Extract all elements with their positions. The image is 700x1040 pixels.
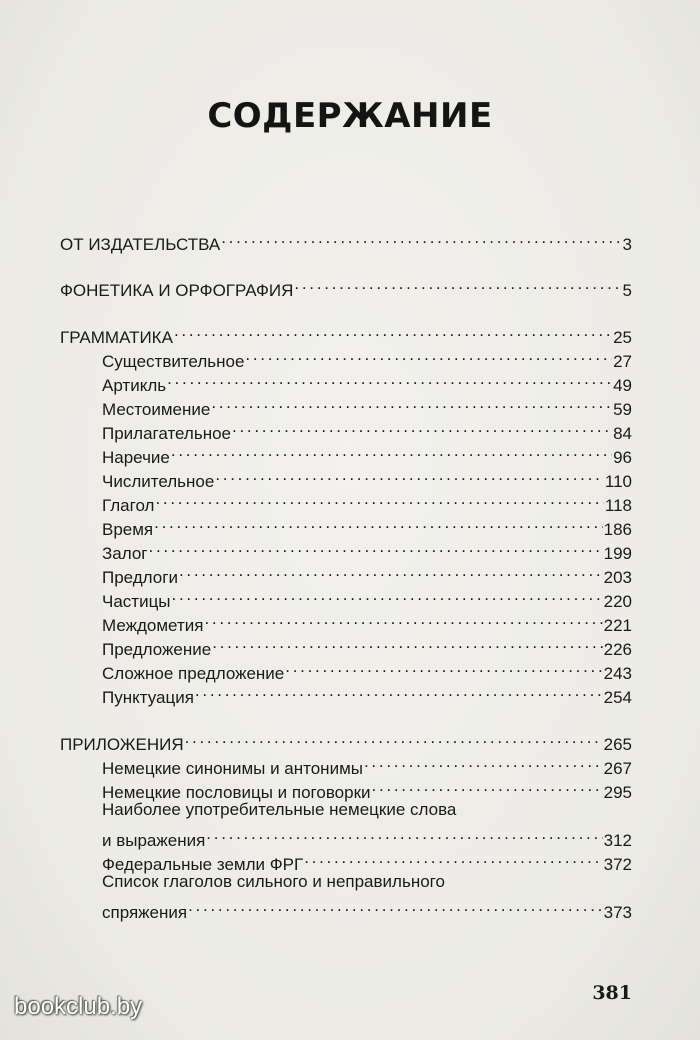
toc-entry-label: Федеральные земли ФРГ [102,855,304,874]
dot-leader [167,367,612,391]
toc-entry-page: 84 [613,424,632,443]
toc-entry-label: Сложное предложение [102,664,285,683]
toc-entry-page: 118 [604,496,632,515]
dot-leader [294,272,621,296]
toc-entry-label: Время [102,520,154,539]
toc-entry-label: Прилагательное [102,424,232,443]
dot-leader [174,319,612,343]
toc-entry-label: ПРИЛОЖЕНИЯ [60,735,184,754]
toc-entry-label: спряжения [102,903,188,922]
toc-entry-page: 110 [604,472,632,491]
toc-entry-page: 372 [603,855,632,874]
toc-subentry [60,894,632,922]
toc-entry-page: 221 [603,616,632,635]
dot-leader [206,822,602,846]
toc-entry-phonetics [60,272,632,300]
toc-entry-page: 5 [622,281,632,300]
dot-leader [221,226,621,250]
dot-leader [188,894,603,918]
toc-entry-page: 226 [603,640,632,659]
page-title: СОДЕРЖАНИЕ [207,96,493,136]
toc-entry-page: 3 [622,235,632,254]
table-of-contents [60,226,632,922]
toc-entry-label: Предложение [102,640,212,659]
dot-leader [215,463,604,487]
toc-entry-page: 295 [603,783,632,802]
toc-entry-label: Наречие [102,448,170,467]
toc-entry-page: 96 [613,448,632,467]
toc-entry-page: 203 [603,568,632,587]
toc-entry-label: Глагол [102,496,155,515]
toc-entry-appendices [60,726,632,754]
toc-entry-label: Немецкие синонимы и антонимы [102,759,363,778]
toc-entry-page: 265 [603,735,632,754]
toc-entry-label: Числительное [102,472,215,491]
toc-entry-label: ФОНЕТИКА И ОРФОГРАФИЯ [60,281,294,300]
toc-entry-publisher [60,226,632,254]
dot-leader [364,750,603,774]
dot-leader [154,511,602,535]
toc-entry-label: Артикль [102,376,167,395]
toc-entry-page: 312 [603,831,632,850]
toc-entry-page: 186 [603,520,632,539]
watermark: bookclub.by [14,993,143,1020]
dot-leader [204,607,602,631]
toc-entry-page: 267 [603,759,632,778]
toc-entry-label: Местоимение [102,400,211,419]
dot-leader [232,415,612,439]
toc-entry-page: 49 [613,376,632,395]
dot-leader [304,846,602,870]
toc-entry-page: 254 [603,688,632,707]
dot-leader [211,391,612,415]
toc-entry-label: ГРАММАТИКА [60,328,173,347]
toc-entry-label: ОТ ИЗДАТЕЛЬСТВА [60,235,221,254]
toc-entry-page: 373 [603,903,632,922]
toc-entry-page: 199 [603,544,632,563]
dot-leader [195,679,603,703]
dot-leader [185,726,603,750]
toc-entry-label: Предлоги [102,568,178,587]
toc-entry-label: Пунктуация [102,688,194,707]
dot-leader [171,439,612,463]
page-number: 381 [592,982,632,1004]
dot-leader [212,631,602,655]
toc-entry-label: Залог [102,544,148,563]
toc-entry-label: Частицы [102,592,171,611]
toc-entry-page: 243 [603,664,632,683]
dot-leader [245,343,612,367]
toc-entry-page: 220 [603,592,632,611]
toc-entry-label: Немецкие пословицы и поговорки [102,783,371,802]
toc-entry-page: 59 [613,400,632,419]
dot-leader [179,559,603,583]
toc-entry-label: Междометия [102,616,204,635]
toc-entry-label: Существительное [102,352,245,371]
dot-leader [372,774,603,798]
toc-entry-page: 27 [613,352,632,371]
dot-leader [149,535,603,559]
dot-leader [172,583,603,607]
toc-subentry-first-line: Список глаголов сильного и неправильного [102,872,445,891]
toc-entry-label: и выражения [102,831,206,850]
dot-leader [155,487,603,511]
toc-entry-page: 25 [613,328,632,347]
toc-subentry-first-line: Наиболее употребительные немецкие слова [102,800,457,819]
dot-leader [285,655,602,679]
toc-subentry [60,822,632,850]
toc-entry-grammar [60,319,632,347]
